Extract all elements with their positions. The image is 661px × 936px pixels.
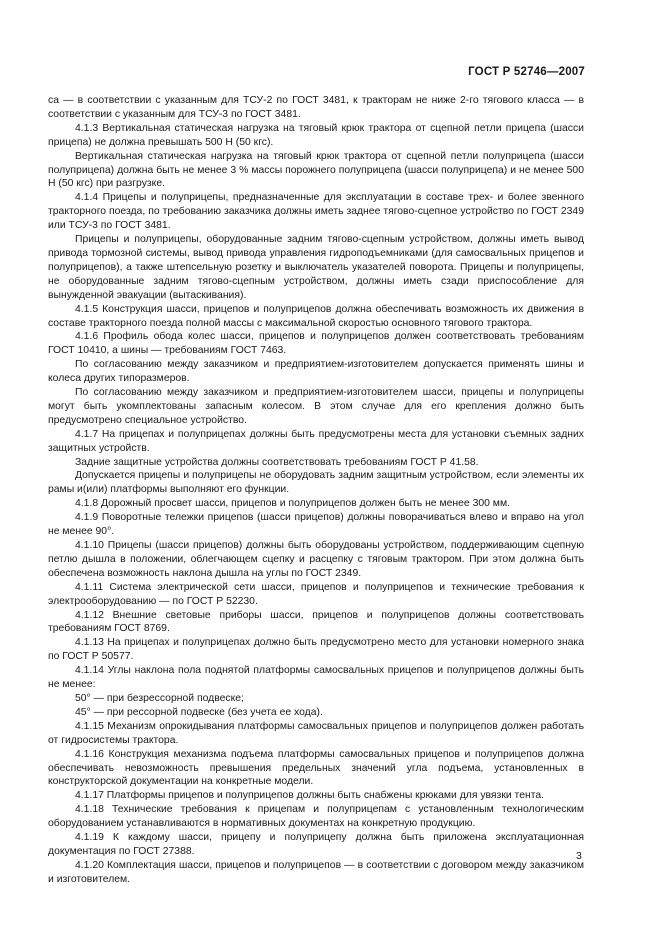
body-paragraph: 4.1.5 Конструкция шасси, прицепов и полуприцепов должна обеспечивать возможность их движения в составе тракторного поезда полной массы с максимальной скоростью основного тягового трактора. <box>48 303 584 329</box>
body-paragraph: Вертикальная статическая нагрузка на тяговый крюк трактора от сцепной петли полуприцепа (шасси полуприцепа) должна быть не менее 3 % массы порожнего полуприцепа (шасси полуприцепа) и не менее 500 Н (50 кгс) при разгрузке. <box>48 150 584 190</box>
body-paragraph: 4.1.6 Профиль обода колес шасси, прицепов и полуприцепов должен соответствовать требованиям ГОСТ 10410, а шины — требованиям ГОСТ 7463. <box>48 331 584 357</box>
body-paragraph: 4.1.15 Механизм опрокидывания платформы самосвальных прицепов и полуприцепов должен работать от гидросистемы трактора. <box>48 720 584 746</box>
body-paragraph: 4.1.10 Прицепы (шасси прицепов) должны быть оборудованы устройством, поддерживающим сцепную петлю дышла в положении, облегчающем сцепку и расцепку с тяговым трактором. При этом должна быть обеспечена возможность наклона дышла на углы по ГОСТ 2349. <box>48 540 584 579</box>
document-header-id: ГОСТ Р 52746—2007 <box>468 66 585 78</box>
body-paragraph: са — в соответствии с указанным для ТСУ-2 по ГОСТ 3481, к тракторам не ниже 2-го тягового класса — в соответствии с указанным для ТСУ-3 по ГОСТ 3481. <box>48 95 584 120</box>
body-paragraph: 4.1.9 Поворотные тележки прицепов (шасси прицепов) должны поворачиваться влево и вправо на угол не менее 90°. <box>48 512 584 538</box>
body-paragraph: 4.1.16 Конструкция механизма подъема платформы самосвальных прицепов и полуприцепов должна обеспечивать невозможность превышения предельных значений угла подъема, установленных в конструкторской документации на конкретные модели. <box>48 748 584 788</box>
document-body <box>48 94 584 887</box>
body-paragraph: 4.1.8 Дорожный просвет шасси, прицепов и полуприцепов должен быть не менее 300 мм. <box>75 498 510 510</box>
body-paragraph: 4.1.11 Система электрической сети шасси, прицепов и полуприцепов и технические требования к электрооборудованию — по ГОСТ Р 52230. <box>48 581 584 607</box>
page-number: 3 <box>576 850 582 862</box>
body-paragraph: 4.1.3 Вертикальная статическая нагрузка на тяговый крюк трактора от сцепной петли прицепа (шасси прицепа) не должна превышать 500 Н (50 кгс). <box>48 122 584 148</box>
body-paragraph: Прицепы и полуприцепы, оборудованные задним тягово-сцепным устройством, должны иметь вывод привода тормозной системы, вывод привода управления гидроподъемниками (для самосвальных прицепов и полуприцепов), а также штепсельную розетку и выключатель указателей поворота. Прицепы и полуприцепы, не оборудованные задним тягово-сцепным устройством, должны иметь сзади приспособление для вынужденной эвакуации (вытаскивания). <box>48 234 584 301</box>
body-paragraph: 4.1.14 Углы наклона пола поднятой платформы самосвальных прицепов и полуприцепов должны быть не менее: <box>48 665 584 691</box>
body-paragraph: По согласованию между заказчиком и предприятием-изготовителем допускается применять шины и колеса других типоразмеров. <box>48 359 584 385</box>
body-paragraph: По согласованию между заказчиком и предприятием-изготовителем шасси, прицепы и полуприцепы могут быть укомплектованы запасным колесом. В этом случае для его крепления должно быть предусмотрено специальное устройство. <box>48 387 584 426</box>
body-paragraph: 4.1.19 К каждому шасси, прицепу и полуприцепу должна быть приложена эксплуатационная документация по ГОСТ 27388. <box>48 832 584 857</box>
body-paragraph: 4.1.12 Внешние световые приборы шасси, прицепов и полуприцепов должны соответствовать требованиям ГОСТ 8769. <box>48 609 584 635</box>
body-paragraph: 50° — при безрессорной подвеске; <box>75 692 244 704</box>
body-paragraph: Задние защитные устройства должны соответствовать требованиям ГОСТ Р 41.58. <box>75 456 479 468</box>
body-paragraph: Допускается прицепы и полуприцепы не оборудовать задним защитным устройством, если элементы их рамы и(или) платформы выполняют его функции. <box>48 470 584 496</box>
body-paragraph: 4.1.20 Комплектация шасси, прицепов и полуприцепов — в соответствии с договором между заказчиком и изготовителем. <box>48 859 584 885</box>
body-paragraph: 4.1.18 Технические требования к прицепам и полуприцепам с установленным технологическим оборудованием устанавливаются в нормативных документах на конкретную продукцию. <box>48 804 584 830</box>
body-paragraph: 4.1.17 Платформы прицепов и полуприцепов должны быть снабжены крюками для увязки тента. <box>75 790 545 802</box>
body-paragraph: 45° — при рессорной подвеске (без учета ее хода). <box>75 706 323 718</box>
body-paragraph: 4.1.4 Прицепы и полуприцепы, предназначенные для эксплуатации в составе трех- и более звенного тракторного поезда, по требованию заказчика должны иметь заднее тягово-сцепное устройство по ГОСТ 2349 или ТСУ-3 по ГОСТ 3481. <box>48 192 584 232</box>
body-paragraph: 4.1.13 На прицепах и полуприцепах должно быть предусмотрено место для установки номерного знака по ГОСТ Р 50577. <box>48 637 584 663</box>
body-paragraph: 4.1.7 На прицепах и полуприцепах должны быть предусмотрены места для установки съемных задних защитных устройств. <box>48 428 584 454</box>
